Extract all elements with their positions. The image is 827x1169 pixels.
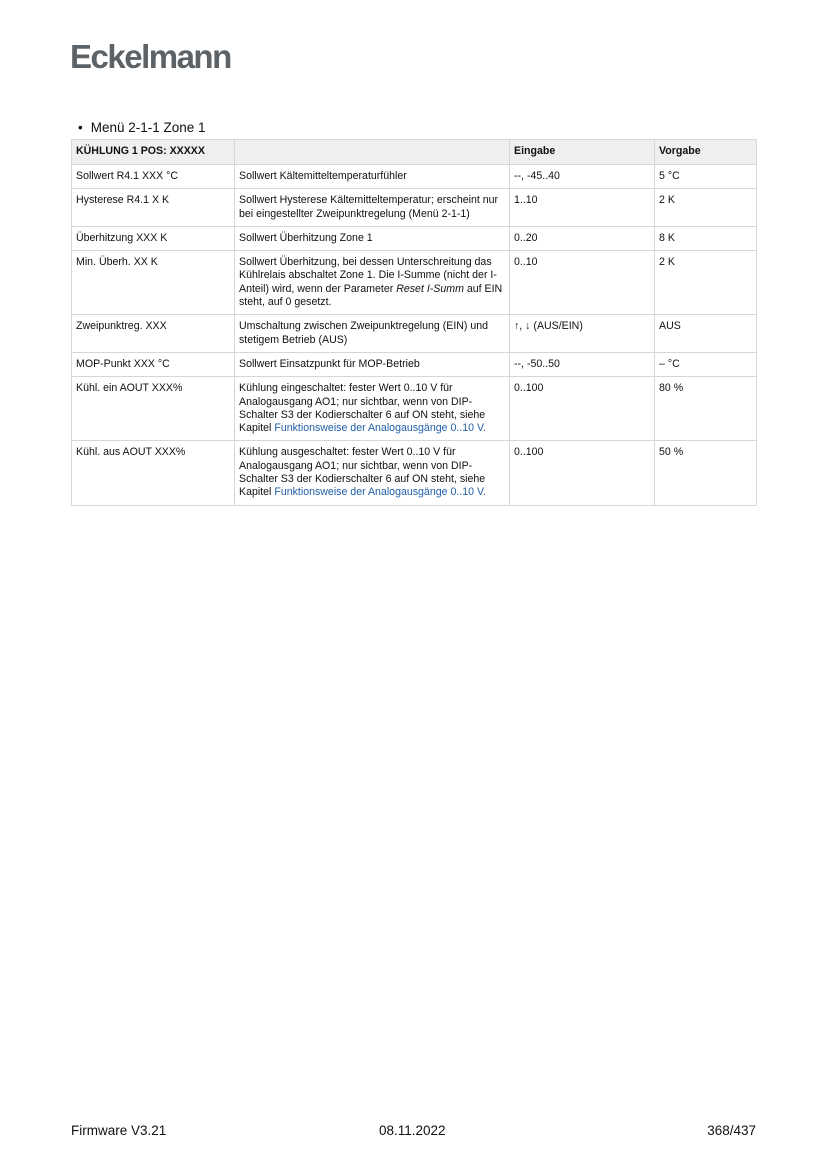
param-default: 2 K bbox=[655, 189, 757, 227]
param-default: 5 °C bbox=[655, 165, 757, 189]
table-row bbox=[72, 352, 757, 376]
company-logo: Eckelmann bbox=[70, 38, 231, 75]
param-description bbox=[235, 441, 510, 505]
param-input-range: --, -50..50 bbox=[510, 352, 655, 376]
param-description bbox=[235, 251, 510, 315]
table-row bbox=[72, 377, 757, 441]
header-parameter: KÜHLUNG 1 POS: XXXXX bbox=[72, 140, 235, 165]
param-description bbox=[235, 377, 510, 441]
param-name: Zweipunktreg. XXX bbox=[72, 315, 235, 353]
bullet-point: • bbox=[78, 120, 83, 135]
table-row bbox=[72, 226, 757, 250]
param-description: Sollwert Überhitzung Zone 1 bbox=[235, 226, 510, 250]
param-name: Überhitzung XXX K bbox=[72, 226, 235, 250]
header-description bbox=[235, 140, 510, 165]
header-default: Vorgabe bbox=[655, 140, 757, 165]
param-default: – °C bbox=[655, 352, 757, 376]
table-row bbox=[72, 441, 757, 505]
description-text: Sollwert Überhitzung, bei dessen Unterschreitung das Kühlrelais abschaltet Zone 1. Die I-Summe (nicht der I-Anteil) wird, wenn der Parameter bbox=[239, 256, 497, 295]
param-name: Min. Überh. XX K bbox=[72, 251, 235, 315]
footer-firmware-version: Firmware V3.21 bbox=[71, 1123, 167, 1138]
chapter-link[interactable]: Funktionsweise der Analogausgänge 0..10 V. bbox=[274, 422, 486, 435]
param-default: 80 % bbox=[655, 377, 757, 441]
table-row bbox=[72, 165, 757, 189]
header-input: Eingabe bbox=[510, 140, 655, 165]
param-input-range: 0..10 bbox=[510, 251, 655, 315]
param-input-range: 0..100 bbox=[510, 377, 655, 441]
param-input-range: 1..10 bbox=[510, 189, 655, 227]
param-description: Umschaltung zwischen Zweipunktregelung (EIN) und stetigem Betrieb (AUS) bbox=[235, 315, 510, 353]
footer-page-number: 368/437 bbox=[707, 1123, 756, 1138]
table-row bbox=[72, 251, 757, 315]
param-default: 8 K bbox=[655, 226, 757, 250]
chapter-link[interactable]: Funktionsweise der Analogausgänge 0..10 V. bbox=[274, 486, 486, 499]
param-default: AUS bbox=[655, 315, 757, 353]
description-text: Kühlung ausgeschaltet: fester Wert 0..10 V für Analogausgang AO1; nur sichtbar, wenn von DIP-Schalter S3 der Kodierschalter 6 auf ON steht, siehe Kapitel bbox=[239, 446, 486, 499]
param-default: 2 K bbox=[655, 251, 757, 315]
section-title: Menü 2-1-1 Zone 1 bbox=[90, 120, 206, 135]
description-text: Kühlung eingeschaltet: fester Wert 0..10 V für Analogausgang AO1; nur sichtbar, wenn von DIP-Schalter S3 der Kodierschalter 6 auf ON steht, siehe Kapitel bbox=[239, 382, 486, 435]
param-input-range: 0..100 bbox=[510, 441, 655, 505]
param-input-range: 0..20 bbox=[510, 226, 655, 250]
param-name: Kühl. ein AOUT XXX% bbox=[72, 377, 235, 441]
param-name: MOP-Punkt XXX °C bbox=[72, 352, 235, 376]
section-heading bbox=[78, 120, 206, 135]
param-description: Sollwert Hysterese Kältemitteltemperatur; erscheint nur bei eingestellter Zweipunktregelung (Menü 2-1-1) bbox=[235, 189, 510, 227]
parameter-table bbox=[71, 139, 757, 506]
param-description: Sollwert Kältemitteltemperaturfühler bbox=[235, 165, 510, 189]
param-default: 50 % bbox=[655, 441, 757, 505]
param-name: Kühl. aus AOUT XXX% bbox=[72, 441, 235, 505]
table-row bbox=[72, 189, 757, 227]
parameter-reference: Reset I-Summ bbox=[396, 282, 464, 295]
param-input-range: ↑, ↓ (AUS/EIN) bbox=[510, 315, 655, 353]
param-description: Sollwert Einsatzpunkt für MOP-Betrieb bbox=[235, 352, 510, 376]
param-name: Hysterese R4.1 X K bbox=[72, 189, 235, 227]
description-text: auf EIN steht, auf 0 gesetzt. bbox=[239, 282, 503, 309]
footer-date: 08.11.2022 bbox=[379, 1123, 446, 1138]
table-row bbox=[72, 315, 757, 353]
table-header-row bbox=[72, 140, 757, 165]
param-name: Sollwert R4.1 XXX °C bbox=[72, 165, 235, 189]
param-input-range: --, -45..40 bbox=[510, 165, 655, 189]
